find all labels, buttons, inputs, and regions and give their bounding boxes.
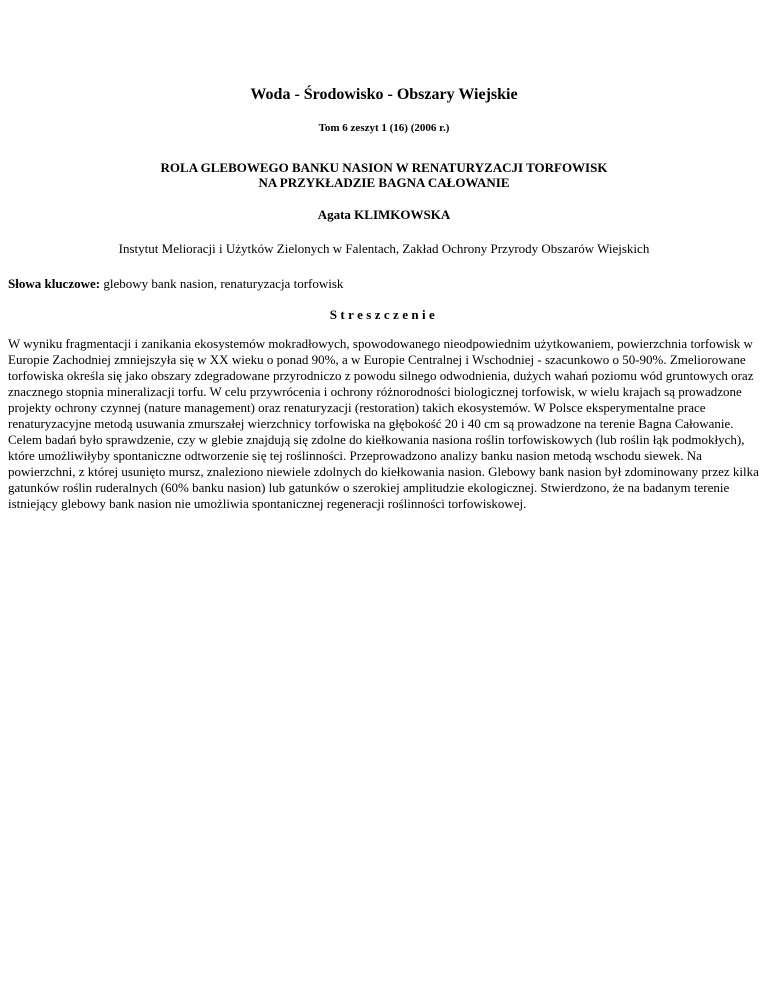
keywords	[8, 276, 760, 291]
keywords-text: glebowy bank nasion, renaturyzacja torfowisk	[103, 276, 344, 291]
article-title	[0, 160, 768, 190]
author-affiliation: Instytut Melioracji i Użytków Zielonych w Falentach, Zakład Ochrony Przyrody Obszarów Wiejskich	[118, 241, 650, 256]
abstract-text: W wyniku fragmentacji i zanikania ekosystemów mokradłowych, spowodowanego nieodpowiednim użytkowaniem, powierzchnia torfowisk w Europie Zachodniej zmniejszyła się w XX wieku o ponad 90%, a w Europie Centralnej i Wschodniej - szacunkowo o 50-90%. Zmeliorowane torfowiska określa się jako obszary zdegradowane przyrodniczo z powodu silnego odwodnienia, dużych wahań poziomu wód gruntowych oraz znacznego stopnia mineralizacji torfu. W celu przywrócenia i ochrony różnorodności biologicznej torfowisk, w wielu krajach są prowadzone projekty ochrony czynnej (nature management) oraz renaturyzacji (restoration) takich ekosystemów. W Polsce eksperymentalne prace renaturyzacyjne metodą usuwania zmurszałej wierzchnicy torfowiska na głębokość 20 i 40 cm są prowadzone na terenie Bagna Całowanie. Celem badań było sprawdzenie, czy w glebie znajdują się zdolne do kiełkowania nasiona roślin torfowiskowych (lub roślin łąk podmokłych), które umożliwiłyby spontaniczne odtworzenie się tej roślinności. Przeprowadzono analizy banku nasion metodą wschodu siewek. Na powierzchni, z której usunięto mursz, znaleziono niewiele zdolnych do kiełkowania nasion. Glebowy bank nasion był zdominowany przez kilka gatunków roślin ruderalnych (60% banku nasion) lub gatunków o szerokiej amplitudzie ekologicznej. Stwierdzono, że na badanym terenie istniejący glebowy bank nasion nie umożliwia spontanicznej regeneracji roślinności torfowiskowej.	[8, 336, 759, 511]
volume-info: Tom 6 zeszyt 1 (16) (2006 r.)	[318, 122, 450, 134]
keywords-label: Słowa kluczowe:	[8, 276, 101, 291]
abstract-heading: Streszczenie	[329, 307, 439, 322]
author-name: Agata KLIMKOWSKA	[317, 207, 451, 222]
article-title-line-2: NA PRZYKŁADZIE BAGNA CAŁOWANIE	[258, 175, 510, 190]
journal-title: Woda - Środowisko - Obszary Wiejskie	[250, 86, 518, 103]
article-title-line-1: ROLA GLEBOWEGO BANKU NASION W RENATURYZACJI TORFOWISK	[160, 160, 608, 175]
